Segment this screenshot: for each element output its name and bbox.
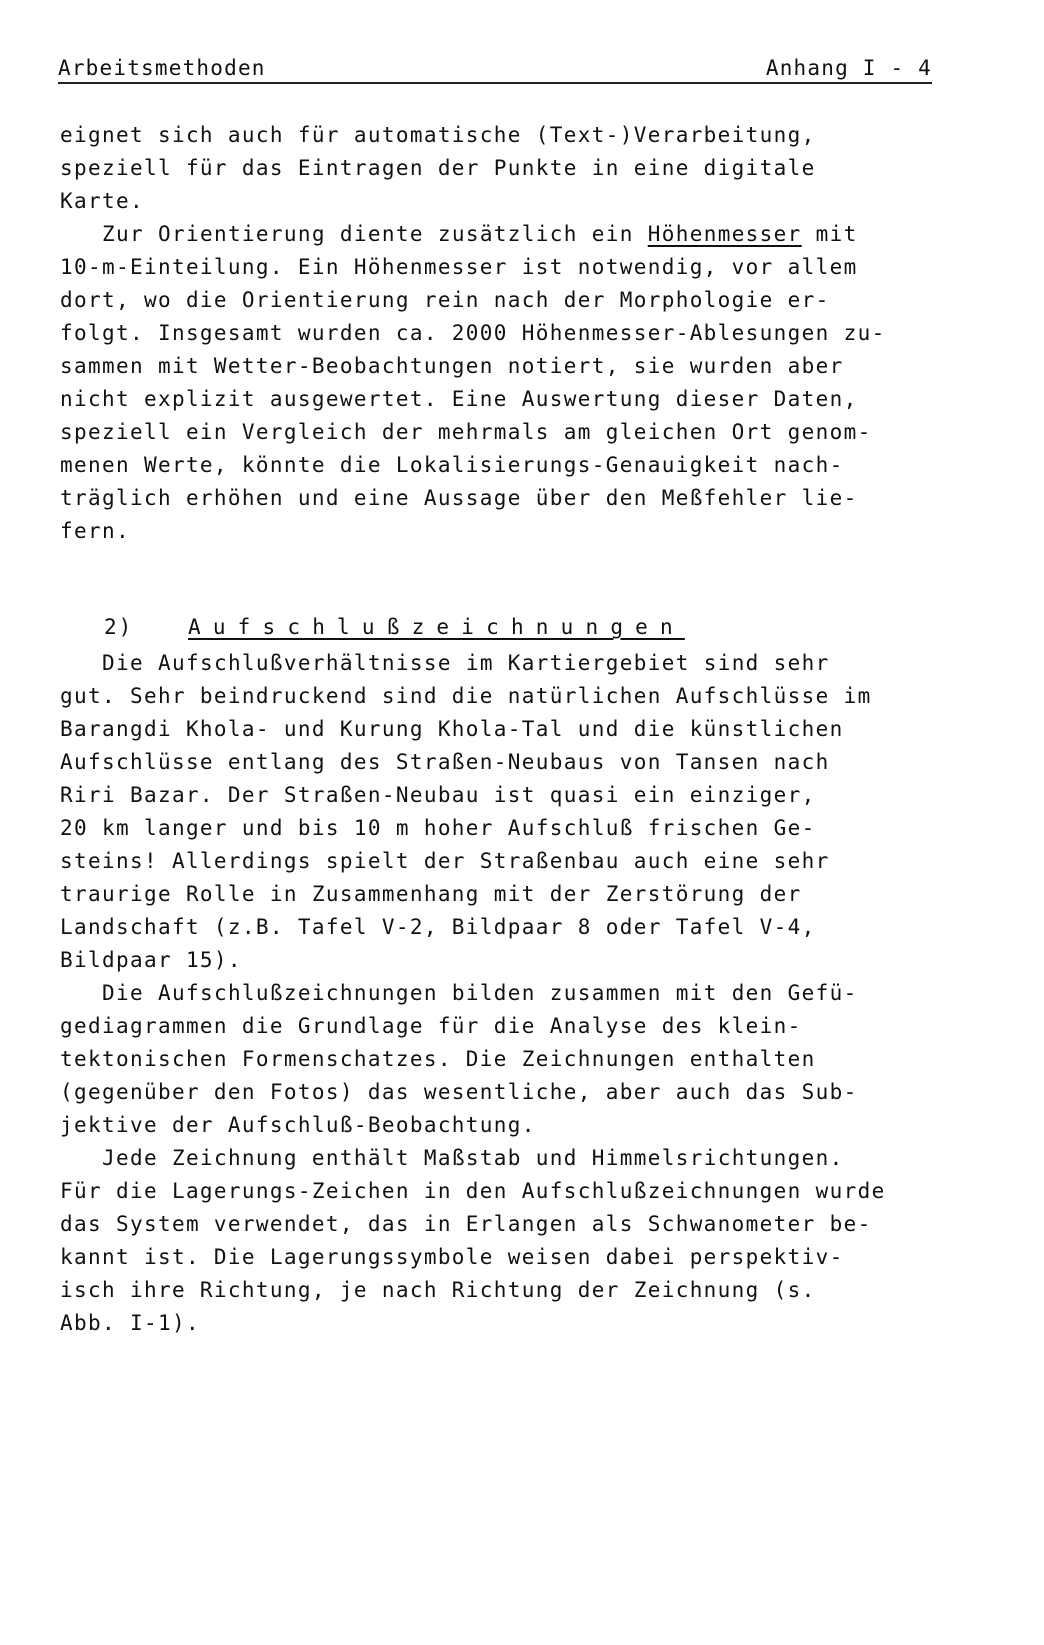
text-line: folgt. Insgesamt wurden ca. 2000 Höhenmesser-Ablesungen zu- — [60, 321, 886, 345]
text-line: Jede Zeichnung enthält Maßstab und Himmelsrichtungen. — [102, 1146, 844, 1170]
text-line: 20 km langer und bis 10 m hoher Aufschluß frischen Ge- — [60, 816, 816, 840]
text-line: dort, wo die Orientierung rein nach der Morphologie er- — [60, 288, 830, 312]
text-line: Riri Bazar. Der Straßen-Neubau ist quasi ein einziger, — [60, 783, 816, 807]
text-line: speziell für das Eintragen der Punkte in eine digitale — [60, 156, 816, 180]
text-fragment: Zur Orientierung diente zusätzlich ein — [102, 222, 648, 246]
text-line: gut. Sehr beindruckend sind die natürlichen Aufschlüsse im — [60, 684, 872, 708]
text-line: Karte. — [60, 189, 144, 213]
underlined-term: Höhenmesser — [647, 222, 802, 246]
text-line: Für die Lagerungs-Zeichen in den Aufschlußzeichnungen wurde — [60, 1179, 886, 1203]
text-line: träglich erhöhen und eine Aussage über den Meßfehler lie- — [60, 486, 858, 510]
text-line: Barangdi Khola- und Kurung Khola-Tal und die künstlichen — [60, 717, 844, 741]
text-line: jektive der Aufschluß-Beobachtung. — [60, 1113, 536, 1137]
text-line: Abb. I-1). — [60, 1311, 200, 1335]
text-line: gediagrammen die Grundlage für die Analyse des klein- — [60, 1014, 802, 1038]
text-line: traurige Rolle in Zusammenhang mit der Zerstörung der — [60, 882, 802, 906]
page-header — [58, 56, 932, 84]
text-line: menen Werte, könnte die Lokalisierungs-Genauigkeit nach- — [60, 453, 844, 477]
text-line: 10-m-Einteilung. Ein Höhenmesser ist notwendig, vor allem — [60, 255, 858, 279]
text-line: Die Aufschlußzeichnungen bilden zusammen mit den Gefü- — [102, 981, 858, 1005]
text-line: Die Aufschlußverhältnisse im Kartiergebiet sind sehr — [102, 651, 830, 675]
text-line: isch ihre Richtung, je nach Richtung der Zeichnung (s. — [60, 1278, 816, 1302]
text-line: Landschaft (z.B. Tafel V-2, Bildpaar 8 oder Tafel V-4, — [60, 915, 816, 939]
text-line: Bildpaar 15). — [60, 948, 242, 972]
section-title: Aufschlußzeichnungen — [188, 615, 685, 639]
header-right: Anhang I - 4 — [765, 56, 932, 80]
section-number: 2) — [104, 615, 134, 639]
text-line: kannt ist. Die Lagerungssymbole weisen dabei perspektiv- — [60, 1245, 844, 1269]
text-line: steins! Allerdings spielt der Straßenbau auch eine sehr — [60, 849, 830, 873]
header-left: Arbeitsmethoden — [58, 56, 266, 80]
text-line: (gegenüber den Fotos) das wesentliche, aber auch das Sub- — [60, 1080, 858, 1104]
text-line: sammen mit Wetter-Beobachtungen notiert, sie wurden aber — [60, 354, 844, 378]
text-line: eignet sich auch für automatische (Text-)Verarbeitung, — [60, 123, 816, 147]
text-line: Aufschlüsse entlang des Straßen-Neubaus von Tansen nach — [60, 750, 830, 774]
text-line: das System verwendet, das in Erlangen als Schwanometer be- — [60, 1212, 872, 1236]
text-line: tektonischen Formenschatzes. Die Zeichnungen enthalten — [60, 1047, 816, 1071]
text-fragment: mit — [801, 222, 858, 246]
text-line — [102, 221, 858, 247]
text-line: nicht explizit ausgewertet. Eine Auswertung dieser Daten, — [60, 387, 858, 411]
text-line: speziell ein Vergleich der mehrmals am gleichen Ort genom- — [60, 420, 872, 444]
text-line: fern. — [60, 519, 130, 543]
